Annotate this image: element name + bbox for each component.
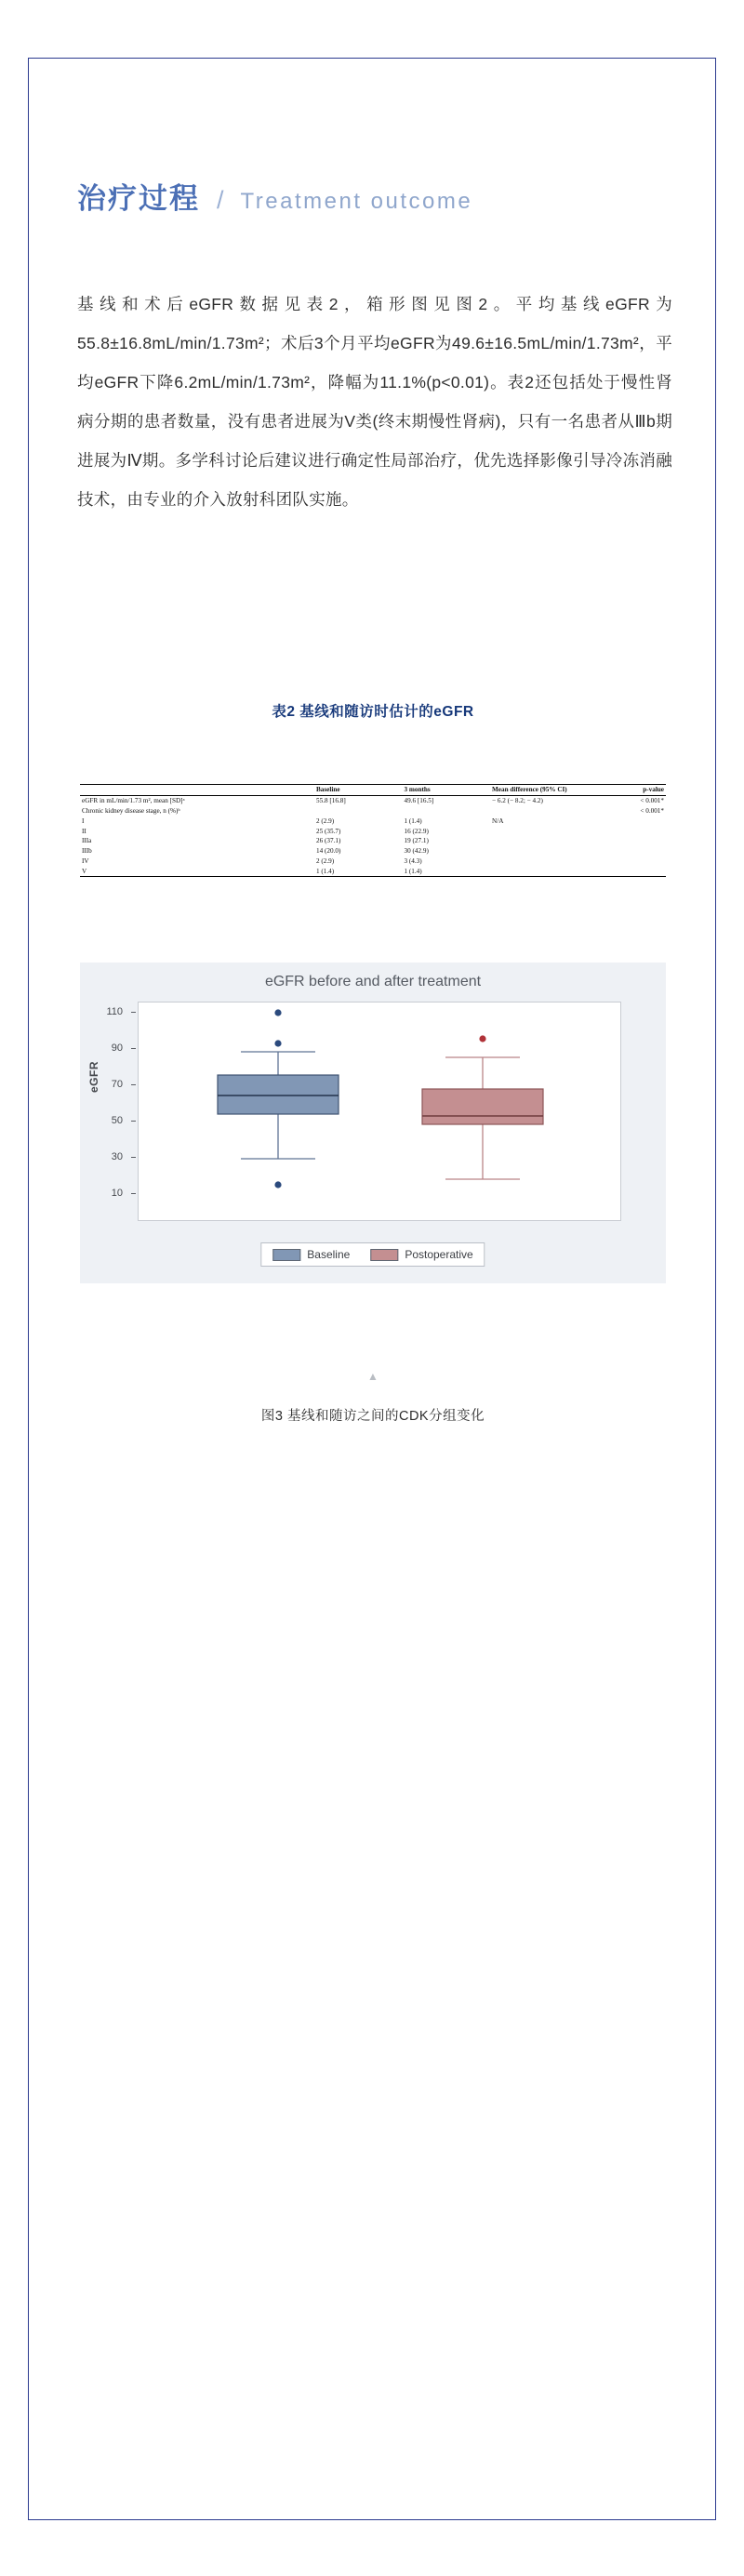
legend-label-postoperative: Postoperative [405,1248,473,1261]
cell-pvalue [607,836,666,846]
section-title-cn: 治疗过程 [77,182,200,215]
cell-baseline: 1 (1.4) [314,866,403,876]
y-tick-mark [131,1157,136,1158]
figure-caption: 图3 基线和随访之间的CDK分组变化 [260,1409,485,1424]
col-head-baseline: Baseline [314,785,403,796]
cell-3months: 30 (42.9) [404,847,429,856]
col-head-mean-difference: Mean difference (95% CI) [490,785,607,796]
cell-baseline: 26 (37.1) [316,837,341,845]
cell-3months: 1 (1.4) [404,817,422,825]
cell-pvalue [607,866,666,876]
cell-difference: − 6.2 (− 8.2; − 4.2) [492,797,543,805]
cell-label: Chronic kidney disease stage, n (%)ᵇ [82,806,180,815]
title-separator: / [217,186,224,214]
cell-baseline [314,806,403,817]
data-table-container [80,784,666,877]
egfr-table [80,784,666,877]
cell-difference [490,836,607,846]
boxplot-figure [80,963,666,1283]
table-row [80,806,666,817]
cell-label: IIIa [82,837,92,845]
y-tick-mark [131,1193,136,1194]
y-tick-mark [131,1048,136,1049]
box-postoperative [422,1035,543,1179]
legend-label-baseline: Baseline [307,1248,351,1261]
cell-3months [403,806,491,817]
legend-swatch-postoperative [370,1249,398,1261]
table-row [80,856,666,866]
cell-label: V [80,866,314,876]
cell-label: IV [82,856,89,865]
cell-3months: 49.6 [16.5] [404,797,434,805]
y-tick-mark [131,1084,136,1085]
cell-difference [490,806,607,817]
plot-area [138,1002,621,1221]
cell-label: eGFR in mL/min/1.73 m², mean [SD]ᵃ [82,797,185,805]
table-row [80,866,666,876]
chart-title: eGFR before and after treatment [264,974,482,989]
cell-label: I [82,817,85,825]
cell-3months: 3 (4.3) [404,856,422,865]
table-row [80,795,666,805]
col-head-blank [80,785,314,796]
cell-difference [490,866,607,876]
scroll-up-icon[interactable]: ▲ [367,1370,379,1383]
cell-pvalue [607,846,666,856]
table-row [80,826,666,836]
table-caption: 表2 基线和随访时估计的eGFR [272,704,474,720]
y-tick-mark [131,1121,136,1122]
cell-difference: N/A [492,817,504,825]
cell-pvalue: < 0.001* [640,797,664,805]
y-tick-label: 90 [111,1042,123,1054]
legend-swatch-baseline [272,1249,300,1261]
document-page [28,58,716,2520]
col-head-pvalue: p-value [607,785,666,796]
table-row [80,816,666,826]
table-header-row [80,785,666,796]
cell-baseline: 2 (2.9) [316,817,335,825]
table-row [80,846,666,856]
cell-baseline: 55.8 [16.8] [316,797,346,805]
cell-3months: 19 (27.1) [404,837,429,845]
cell-pvalue [607,816,666,826]
table-row [80,836,666,846]
legend-item-baseline [272,1248,350,1261]
y-tick-label: 110 [106,1006,123,1017]
box-baseline [218,1009,339,1188]
y-tick-label: 50 [111,1115,123,1126]
cell-baseline: 2 (2.9) [316,856,335,865]
chart-y-axis-label: eGFR [87,1060,100,1093]
cell-3months: 1 (1.4) [403,866,491,876]
cell-label: II [82,827,86,835]
section-header [77,175,472,217]
cell-3months: 16 (22.9) [404,827,429,835]
cell-difference [490,846,607,856]
cell-pvalue [607,856,666,866]
cell-baseline: 25 (35.7) [316,827,341,835]
chart-legend [260,1242,485,1267]
cell-baseline: 14 (20.0) [316,847,341,856]
y-tick-label: 30 [111,1151,123,1162]
cell-label: IIIb [82,847,92,856]
col-head-3months: 3 months [403,785,491,796]
y-tick-label: 70 [111,1079,123,1090]
body-paragraph: 基线和术后eGFR数据见表2，箱形图见图2。平均基线eGFR为55.8±16.8mL/min/1.73m²；术后3个月平均eGFR为49.6±16.5mL/min/1.73m²，平均eGFR下降6.2mL/min/1.73m²，降幅为11.1%(p<0.01)。表2还包括处于慢性肾病分期的患者数量，没有患者进展为V类(终末期慢性肾病)，只有一名患者从Ⅲb期进展为Ⅳ期。多学科讨论后建议进行确定性局部治疗，优先选择影像引导冷冻消融技术，由专业的介入放射科团队实施。 [77,295,672,509]
cell-difference [490,856,607,866]
y-tick-label: 10 [111,1188,123,1199]
cell-difference [490,826,607,836]
boxplot-svg [139,1003,620,1220]
y-tick-mark [131,1012,136,1013]
legend-item-postoperative [370,1248,472,1261]
cell-pvalue [607,826,666,836]
cell-pvalue: < 0.001* [640,806,664,815]
section-title-en: Treatment outcome [240,189,473,214]
